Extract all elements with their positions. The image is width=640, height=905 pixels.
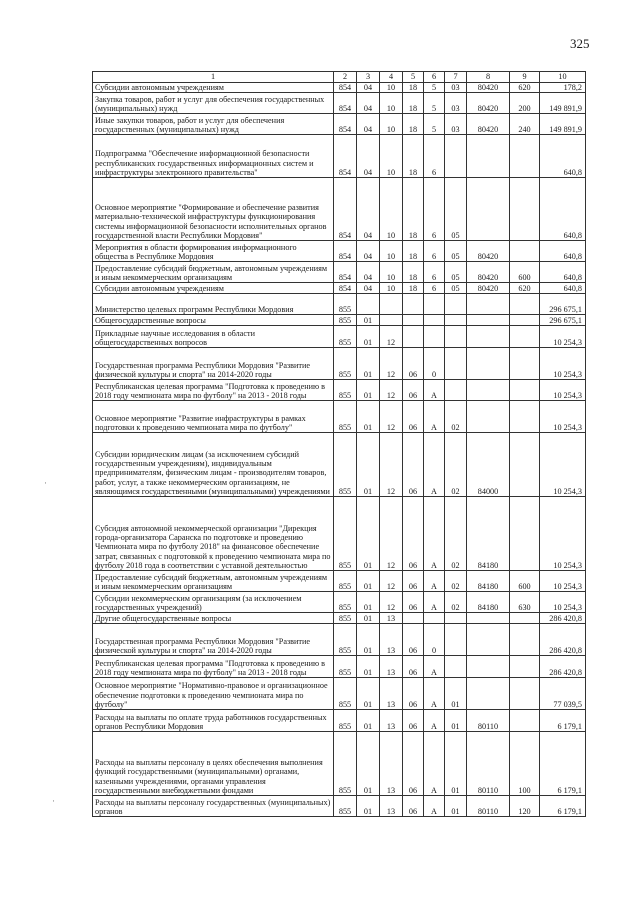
row-program-code: 06	[403, 796, 424, 817]
row-chapter-code: 854	[334, 241, 357, 262]
row-name: Подпрограмма "Обеспечение информационной безопасности республиканских государственных информационных систем и инфраструктуры электронного правительства"	[93, 135, 334, 178]
row-subprogram-code	[424, 294, 445, 315]
row-program-code: 06	[403, 401, 424, 433]
row-subprogram-code: А	[424, 592, 445, 613]
table-row	[93, 433, 586, 497]
row-amount: 10 254,3	[540, 380, 586, 401]
row-event-code: 05	[445, 262, 467, 283]
row-name: Прикладные научные исследования в области общегосударственных вопросов	[93, 326, 334, 348]
row-amount: 286 420,8	[540, 656, 586, 678]
row-subsection-code: 10	[380, 83, 403, 93]
row-section-code: 01	[357, 401, 380, 433]
row-section-code: 04	[357, 93, 380, 114]
column-header-program: 5	[403, 72, 424, 83]
row-expense-type-code	[510, 401, 540, 433]
table-body	[93, 72, 586, 817]
row-chapter-code: 855	[334, 348, 357, 380]
row-subprogram-code: 0	[424, 348, 445, 380]
table-row	[93, 624, 586, 656]
row-name: Расходы на выплаты по оплате труда работников государственных органов Республики Мордовия	[93, 710, 334, 732]
row-expense-type-code	[510, 326, 540, 348]
row-name: Основное мероприятие "Нормативно-правовое и организационное обеспечение подготовки к проведению чемпионата мира по футболу"	[93, 678, 334, 710]
row-chapter-code: 855	[334, 401, 357, 433]
row-direction-code	[467, 401, 510, 433]
row-event-code: 02	[445, 433, 467, 497]
row-expense-type-code	[510, 710, 540, 732]
row-subsection-code: 12	[380, 571, 403, 592]
row-program-code: 18	[403, 283, 424, 294]
column-header-subprogram: 6	[424, 72, 445, 83]
table-row	[93, 571, 586, 592]
row-direction-code: 80420	[467, 241, 510, 262]
row-subprogram-code: А	[424, 433, 445, 497]
row-subprogram-code: 6	[424, 241, 445, 262]
row-subprogram-code: А	[424, 571, 445, 592]
row-section-code: 04	[357, 262, 380, 283]
row-event-code: 01	[445, 678, 467, 710]
row-event-code	[445, 326, 467, 348]
row-subsection-code: 12	[380, 433, 403, 497]
row-direction-code: 80420	[467, 283, 510, 294]
row-expense-type-code	[510, 678, 540, 710]
row-expense-type-code: 100	[510, 732, 540, 796]
table-row	[93, 380, 586, 401]
row-section-code	[357, 294, 380, 315]
row-section-code: 04	[357, 83, 380, 93]
row-amount: 6 179,1	[540, 732, 586, 796]
row-subsection-code: 13	[380, 732, 403, 796]
row-name: Закупка товаров, работ и услуг для обеспечения государственных (муниципальных) нужд	[93, 93, 334, 114]
row-program-code: 18	[403, 83, 424, 93]
row-name: Основное мероприятие "Формирование и обеспечение развития материально-технической инфраструктуры функционирования системы информационной безопасности исполнительных органов государственной власти Республики Мордовия"	[93, 178, 334, 241]
row-subsection-code: 12	[380, 326, 403, 348]
row-subsection-code: 13	[380, 656, 403, 678]
row-event-code: 05	[445, 283, 467, 294]
row-amount: 640,8	[540, 178, 586, 241]
row-section-code: 01	[357, 678, 380, 710]
table-row	[93, 93, 586, 114]
row-event-code	[445, 624, 467, 656]
row-section-code: 01	[357, 433, 380, 497]
row-direction-code	[467, 678, 510, 710]
row-program-code: 18	[403, 241, 424, 262]
row-subprogram-code	[424, 613, 445, 624]
row-amount: 6 179,1	[540, 710, 586, 732]
row-subsection-code: 10	[380, 241, 403, 262]
row-amount: 10 254,3	[540, 433, 586, 497]
row-chapter-code: 854	[334, 93, 357, 114]
table-row	[93, 326, 586, 348]
row-chapter-code: 855	[334, 732, 357, 796]
row-section-code: 01	[357, 348, 380, 380]
row-chapter-code: 854	[334, 83, 357, 93]
table-row	[93, 83, 586, 93]
row-amount: 640,8	[540, 262, 586, 283]
row-name: Расходы на выплаты персоналу государственных (муниципальных) органов	[93, 796, 334, 817]
row-section-code: 01	[357, 315, 380, 326]
row-program-code: 06	[403, 732, 424, 796]
row-event-code: 01	[445, 710, 467, 732]
row-event-code	[445, 315, 467, 326]
row-expense-type-code	[510, 380, 540, 401]
row-subsection-code: 10	[380, 114, 403, 135]
row-amount: 10 254,3	[540, 401, 586, 433]
row-program-code: 06	[403, 497, 424, 571]
row-direction-code: 80420	[467, 114, 510, 135]
row-subsection-code: 12	[380, 380, 403, 401]
row-section-code: 01	[357, 592, 380, 613]
row-subprogram-code: А	[424, 796, 445, 817]
scan-mark: ·	[52, 796, 55, 806]
row-program-code: 06	[403, 624, 424, 656]
row-direction-code: 84180	[467, 592, 510, 613]
row-amount: 296 675,1	[540, 294, 586, 315]
row-chapter-code: 855	[334, 571, 357, 592]
table-row	[93, 497, 586, 571]
row-event-code	[445, 135, 467, 178]
row-subprogram-code: А	[424, 656, 445, 678]
row-name: Республиканская целевая программа "Подготовка к проведению в 2018 году чемпионата мира по футболу" на 2013 - 2018 годы	[93, 380, 334, 401]
column-header-amount: 10	[540, 72, 586, 83]
row-subprogram-code: 5	[424, 114, 445, 135]
row-amount: 10 254,3	[540, 326, 586, 348]
row-name: Республиканская целевая программа "Подготовка к проведению в 2018 году чемпионата мира по футболу" на 2013 - 2018 годы	[93, 656, 334, 678]
row-direction-code: 80420	[467, 83, 510, 93]
row-name: Иные закупки товаров, работ и услуг для обеспечения государственных (муниципальных) нужд	[93, 114, 334, 135]
row-name: Государственная программа Республики Мордовия "Развитие физической культуры и спорта" на 2014-2020 годы	[93, 348, 334, 380]
table-row	[93, 678, 586, 710]
row-expense-type-code: 120	[510, 796, 540, 817]
row-direction-code	[467, 613, 510, 624]
row-section-code: 01	[357, 571, 380, 592]
row-chapter-code: 855	[334, 710, 357, 732]
page-number: 325	[570, 36, 590, 51]
row-program-code	[403, 326, 424, 348]
row-subsection-code: 10	[380, 283, 403, 294]
row-event-code: 02	[445, 592, 467, 613]
row-program-code: 06	[403, 433, 424, 497]
row-program-code: 18	[403, 262, 424, 283]
row-section-code: 01	[357, 613, 380, 624]
row-amount: 640,8	[540, 283, 586, 294]
row-amount: 286 420,8	[540, 624, 586, 656]
row-subsection-code: 10	[380, 178, 403, 241]
row-amount: 296 675,1	[540, 315, 586, 326]
row-subprogram-code: 6	[424, 262, 445, 283]
row-subprogram-code	[424, 315, 445, 326]
row-name: Субсидии автономным учреждениям	[93, 283, 334, 294]
row-chapter-code: 854	[334, 114, 357, 135]
row-amount: 6 179,1	[540, 796, 586, 817]
row-name: Предоставление субсидий бюджетным, автономным учреждениям и иным некоммерческим организациям	[93, 262, 334, 283]
table-row	[93, 613, 586, 624]
row-expense-type-code	[510, 613, 540, 624]
row-name: Субсидии юридическим лицам (за исключением субсидий государственным учреждениям), индивидуальным предпринимателям, физическим лицам - производителям товаров, работ, услуг, а также некоммерческим организациям, не являющимся государственными (муниципальными) учреждениями	[93, 433, 334, 497]
row-subsection-code	[380, 315, 403, 326]
row-program-code: 06	[403, 656, 424, 678]
row-expense-type-code	[510, 656, 540, 678]
row-name: Министерство целевых программ Республики Мордовия	[93, 294, 334, 315]
row-expense-type-code	[510, 497, 540, 571]
row-program-code: 06	[403, 678, 424, 710]
row-program-code: 06	[403, 710, 424, 732]
column-header-event: 7	[445, 72, 467, 83]
row-direction-code	[467, 348, 510, 380]
row-section-code: 04	[357, 241, 380, 262]
row-expense-type-code	[510, 135, 540, 178]
row-event-code: 02	[445, 497, 467, 571]
row-section-code: 04	[357, 114, 380, 135]
row-event-code: 02	[445, 401, 467, 433]
row-direction-code	[467, 624, 510, 656]
row-direction-code: 80110	[467, 796, 510, 817]
row-amount: 10 254,3	[540, 348, 586, 380]
row-chapter-code: 855	[334, 433, 357, 497]
table-header-row	[93, 72, 586, 83]
row-name: Другие общегосударственные вопросы	[93, 613, 334, 624]
row-event-code: 01	[445, 796, 467, 817]
row-expense-type-code	[510, 348, 540, 380]
column-header-expense-type: 9	[510, 72, 540, 83]
row-section-code: 04	[357, 283, 380, 294]
row-event-code: 03	[445, 114, 467, 135]
row-name: Субсидия автономной некоммерческой организации "Дирекция города-организатора Саранска по подготовке и проведению Чемпионата мира по футболу 2018" на финансовое обеспечение затрат, связанных с подготовкой к проведению чемпионата мира по футболу 2018 года в соответствии с уставной деятельностью	[93, 497, 334, 571]
row-program-code: 18	[403, 93, 424, 114]
row-event-code: 01	[445, 732, 467, 796]
row-event-code	[445, 613, 467, 624]
budget-table	[92, 71, 586, 817]
row-section-code: 01	[357, 796, 380, 817]
row-chapter-code: 855	[334, 796, 357, 817]
row-expense-type-code	[510, 241, 540, 262]
row-chapter-code: 855	[334, 613, 357, 624]
row-expense-type-code	[510, 178, 540, 241]
row-chapter-code: 855	[334, 326, 357, 348]
row-subprogram-code: 6	[424, 135, 445, 178]
row-chapter-code: 855	[334, 624, 357, 656]
row-chapter-code: 855	[334, 678, 357, 710]
row-section-code: 04	[357, 178, 380, 241]
column-header-section: 3	[357, 72, 380, 83]
row-subsection-code: 13	[380, 624, 403, 656]
row-subprogram-code: А	[424, 380, 445, 401]
row-direction-code: 80420	[467, 262, 510, 283]
row-direction-code: 84180	[467, 497, 510, 571]
row-amount: 178,2	[540, 83, 586, 93]
row-amount: 10 254,3	[540, 592, 586, 613]
row-chapter-code: 854	[334, 283, 357, 294]
column-header-name: 1	[93, 72, 334, 83]
row-subsection-code: 13	[380, 678, 403, 710]
row-name: Субсидии автономным учреждениям	[93, 83, 334, 93]
row-subprogram-code: 6	[424, 178, 445, 241]
row-expense-type-code	[510, 433, 540, 497]
row-event-code	[445, 656, 467, 678]
row-section-code: 01	[357, 326, 380, 348]
table-row	[93, 656, 586, 678]
row-subsection-code	[380, 294, 403, 315]
row-program-code: 18	[403, 114, 424, 135]
row-subprogram-code: 5	[424, 83, 445, 93]
column-header-direction: 8	[467, 72, 510, 83]
row-amount: 640,8	[540, 135, 586, 178]
row-subsection-code: 12	[380, 348, 403, 380]
row-direction-code: 84180	[467, 571, 510, 592]
row-expense-type-code: 620	[510, 83, 540, 93]
table-row	[93, 710, 586, 732]
row-subsection-code: 10	[380, 135, 403, 178]
row-direction-code	[467, 326, 510, 348]
row-section-code: 01	[357, 497, 380, 571]
row-subsection-code: 12	[380, 401, 403, 433]
row-subsection-code: 10	[380, 93, 403, 114]
row-event-code	[445, 348, 467, 380]
row-section-code: 01	[357, 380, 380, 401]
row-name: Субсидии некоммерческим организациям (за исключением государственных учреждений)	[93, 592, 334, 613]
row-subprogram-code: А	[424, 732, 445, 796]
row-chapter-code: 855	[334, 656, 357, 678]
row-expense-type-code: 200	[510, 93, 540, 114]
table-row	[93, 732, 586, 796]
row-amount: 640,8	[540, 241, 586, 262]
row-name: Предоставление субсидий бюджетным, автономным учреждениям и иным некоммерческим организациям	[93, 571, 334, 592]
table-row	[93, 315, 586, 326]
row-program-code: 06	[403, 571, 424, 592]
row-subprogram-code: 0	[424, 624, 445, 656]
row-program-code	[403, 315, 424, 326]
row-subprogram-code: А	[424, 678, 445, 710]
column-header-chapter: 2	[334, 72, 357, 83]
row-subprogram-code	[424, 326, 445, 348]
row-event-code: 03	[445, 93, 467, 114]
row-event-code: 05	[445, 241, 467, 262]
row-direction-code	[467, 315, 510, 326]
row-name: Расходы на выплаты персоналу в целях обеспечения выполнения функций государственными (муниципальными) органами, казенными учреждениями, органами управления государственными внебюджетными фондами	[93, 732, 334, 796]
row-expense-type-code	[510, 624, 540, 656]
row-direction-code	[467, 135, 510, 178]
table-row	[93, 348, 586, 380]
row-event-code	[445, 294, 467, 315]
row-expense-type-code: 630	[510, 592, 540, 613]
row-amount: 286 420,8	[540, 613, 586, 624]
row-subsection-code: 13	[380, 613, 403, 624]
row-direction-code	[467, 178, 510, 241]
row-section-code: 01	[357, 624, 380, 656]
row-chapter-code: 855	[334, 315, 357, 326]
row-chapter-code: 855	[334, 497, 357, 571]
row-direction-code: 80110	[467, 732, 510, 796]
row-subsection-code: 12	[380, 592, 403, 613]
table-row	[93, 241, 586, 262]
row-program-code: 06	[403, 380, 424, 401]
row-event-code: 05	[445, 178, 467, 241]
row-event-code	[445, 380, 467, 401]
row-direction-code	[467, 380, 510, 401]
table-row	[93, 114, 586, 135]
row-subprogram-code: 5	[424, 93, 445, 114]
row-section-code: 01	[357, 656, 380, 678]
row-direction-code	[467, 656, 510, 678]
row-direction-code: 80420	[467, 93, 510, 114]
row-expense-type-code: 240	[510, 114, 540, 135]
row-subsection-code: 10	[380, 262, 403, 283]
row-subsection-code: 13	[380, 710, 403, 732]
row-direction-code	[467, 294, 510, 315]
row-section-code: 01	[357, 710, 380, 732]
row-direction-code: 84000	[467, 433, 510, 497]
table-row	[93, 135, 586, 178]
row-expense-type-code: 620	[510, 283, 540, 294]
column-header-subsection: 4	[380, 72, 403, 83]
row-subprogram-code: А	[424, 710, 445, 732]
row-subprogram-code: 6	[424, 283, 445, 294]
row-chapter-code: 854	[334, 262, 357, 283]
row-name: Мероприятия в области формирования информационного общества в Республике Мордовия	[93, 241, 334, 262]
row-subprogram-code: А	[424, 401, 445, 433]
row-program-code: 06	[403, 348, 424, 380]
row-chapter-code: 855	[334, 380, 357, 401]
row-chapter-code: 854	[334, 178, 357, 241]
row-program-code: 18	[403, 135, 424, 178]
table-row	[93, 294, 586, 315]
row-name: Основное мероприятие "Развитие инфраструктуры в рамках подготовки к проведению чемпионата мира по футболу"	[93, 401, 334, 433]
row-subprogram-code: А	[424, 497, 445, 571]
row-chapter-code: 854	[334, 135, 357, 178]
scan-mark: ·	[44, 478, 47, 488]
row-amount: 10 254,3	[540, 497, 586, 571]
row-amount: 149 891,9	[540, 114, 586, 135]
row-amount: 149 891,9	[540, 93, 586, 114]
row-amount: 77 039,5	[540, 678, 586, 710]
row-direction-code: 80110	[467, 710, 510, 732]
table-row	[93, 178, 586, 241]
row-name: Общегосударственные вопросы	[93, 315, 334, 326]
row-section-code: 01	[357, 732, 380, 796]
row-program-code: 06	[403, 592, 424, 613]
row-chapter-code: 855	[334, 294, 357, 315]
row-name: Государственная программа Республики Мордовия "Развитие физической культуры и спорта" на 2014-2020 годы	[93, 624, 334, 656]
row-expense-type-code	[510, 315, 540, 326]
table-row	[93, 283, 586, 294]
table-row	[93, 592, 586, 613]
row-event-code: 03	[445, 83, 467, 93]
row-subsection-code: 12	[380, 497, 403, 571]
row-subsection-code: 13	[380, 796, 403, 817]
row-section-code: 04	[357, 135, 380, 178]
row-expense-type-code: 600	[510, 262, 540, 283]
table-row	[93, 401, 586, 433]
row-event-code: 02	[445, 571, 467, 592]
table-row	[93, 796, 586, 817]
row-program-code: 18	[403, 178, 424, 241]
row-expense-type-code	[510, 294, 540, 315]
row-program-code	[403, 613, 424, 624]
table-row	[93, 262, 586, 283]
row-chapter-code: 855	[334, 592, 357, 613]
row-amount: 10 254,3	[540, 571, 586, 592]
row-expense-type-code: 600	[510, 571, 540, 592]
row-program-code	[403, 294, 424, 315]
